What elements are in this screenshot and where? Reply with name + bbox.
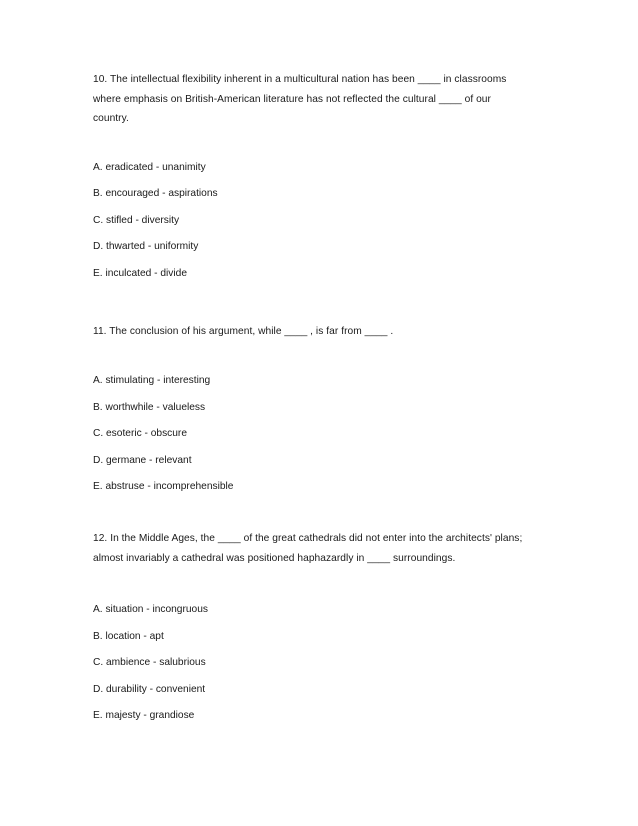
question-11-stem (93, 322, 563, 342)
question-10-option-e: E. inculcated - divide (93, 268, 188, 279)
question-11-option-c: C. esoteric - obscure (93, 428, 187, 439)
question-stem-line: 12. In the Middle Ages, the ____ of the great cathedrals did not enter into the architects' plans; (93, 533, 523, 544)
question-12-option-a: A. situation - incongruous (93, 604, 208, 615)
question-stem-line: 11. The conclusion of his argument, while ____ , is far from ____ . (93, 326, 394, 337)
question-stem-line: where emphasis on British-American literature has not reflected the cultural ____ of our (93, 93, 491, 105)
question-stem-line: country. (93, 113, 129, 124)
question-12-stem (93, 529, 563, 568)
question-10-option-b: B. encouraged - aspirations (93, 188, 218, 199)
question-11-option-d: D. germane - relevant (93, 455, 192, 466)
question-10-option-c: C. stifled - diversity (93, 215, 180, 226)
question-12-option-c: C. ambience - salubrious (93, 657, 206, 668)
question-12-option-d: D. durability - convenient (93, 684, 206, 695)
question-12-option-e: E. majesty - grandiose (93, 710, 195, 721)
question-stem-line: 10. The intellectual flexibility inherent in a multicultural nation has been ____ in classrooms (93, 74, 507, 85)
question-11-option-a: A. stimulating - interesting (93, 375, 211, 386)
question-11-option-b: B. worthwhile - valueless (93, 402, 206, 413)
question-stem-line: almost invariably a cathedral was positioned haphazardly in ____ surroundings. (93, 552, 456, 564)
question-11-option-e: E. abstruse - incomprehensible (93, 481, 234, 492)
question-10-stem (93, 70, 563, 129)
question-10-option-d: D. thwarted - uniformity (93, 241, 199, 252)
question-12-option-b: B. location - apt (93, 631, 164, 642)
question-10-option-a: A. eradicated - unanimity (93, 162, 206, 173)
